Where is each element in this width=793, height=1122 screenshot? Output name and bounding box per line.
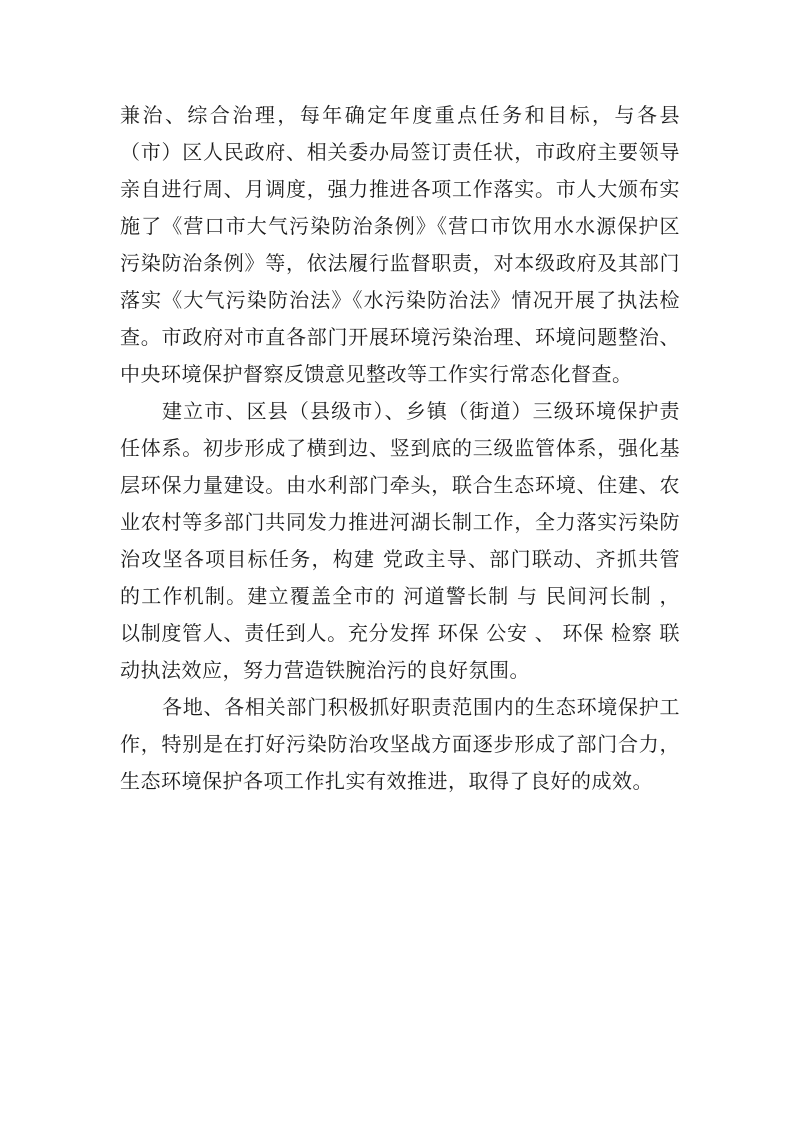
paragraph-3: 各地、各相关部门积极抓好职责范围内的生态环境保护工作，特别是在打好污染防治攻坚战方面逐步形成了部门合力，生态环境保护各项工作扎实有效推进，取得了良好的成效。 — [120, 695, 680, 793]
paragraph-2: 建立市、区县（县级市）、乡镇（街道）三级环境保护责任体系。初步形成了横到边、竖到底的三级监管体系，强化基层环保力量建设。由水利部门牵头，联合生态环境、住建、农业农村等多部门共同发力推进河湖长制工作，全力落实污染防治攻坚各项目标任务，构建 党政主导、部门联动、齐抓共管 的工作机制。建立覆盖全市的 河道警长制 与 民间河长制 ，以制度管人、责任到人。充分发挥 环保 公安 、 环保 检察 联动执法效应，努力营造铁腕治污的良好氛围。 — [120, 399, 680, 682]
document-body — [120, 97, 680, 800]
paragraph-1: 兼治、综合治理，每年确定年度重点任务和目标，与各县（市）区人民政府、相关委办局签订责任状，市政府主要领导亲自进行周、月调度，强力推进各项工作落实。市人大颁布实施了《营口市大气污染防治条例》《营口市饮用水水源保护区污染防治条例》等，依法履行监督职责，对本级政府及其部门落实《大气污染防治法》《水污染防治法》情况开展了执法检查。市政府对市直各部门开展环境污染治理、环境问题整治、中央环境保护督察反馈意见整改等工作实行常态化督查。 — [120, 103, 680, 386]
